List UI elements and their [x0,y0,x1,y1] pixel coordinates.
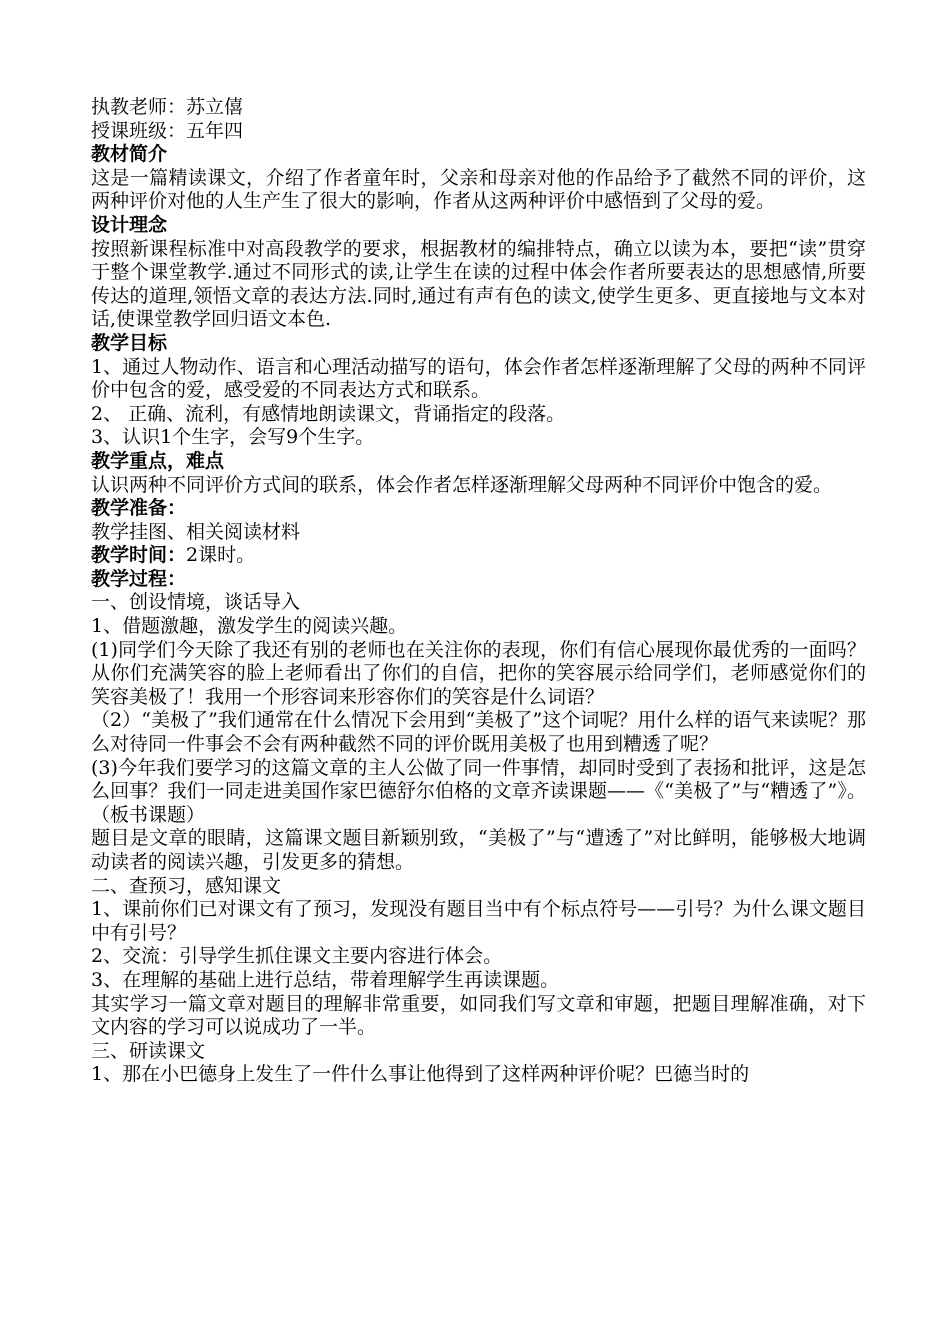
goal-item-3: 3、认识1个生字，会写9个生字。 [91,426,375,449]
process-part3-title: 三、研读课文 [91,1039,206,1062]
process-part1-p4: 题目是文章的眼睛，这篇课文题目新颖别致，“美极了”与“遭透了”对比鲜明，能够极大地调动读者的阅读兴趣，引发更多的猜想。 [91,827,866,873]
process-part2-item-3: 3、在理解的基础上进行总结，带着理解学生再读课题。 [91,968,560,991]
process-part2-item-1: 1、课前你们已对课文有了预习，发现没有题目当中有个标点符号——引号？为什么课文题目中有引号？ [91,898,866,944]
process-part2-paragraph: 其实学习一篇文章对题目的理解非常重要，如同我们写文章和审题，把题目理解准确，对下文内容的学习可以说成功了一半。 [91,992,866,1039]
time-line [91,544,866,568]
goal-item-1: 1、通过人物动作、语言和心理活动描写的语句，体会作者怎样逐渐理解了父母的两种不同评价中包含的爱，感受爱的不同表达方式和联系。 [91,355,866,402]
goals-heading: 教学目标 [91,331,168,354]
key-points-body: 认识两种不同评价方式间的联系，体会作者怎样逐渐理解父母两种不同评价中饱含的爱。 [91,473,833,496]
intro-heading: 教材简介 [91,143,168,166]
preparation-body: 教学挂图、相关阅读材料 [91,520,301,543]
process-part1-sub: 1、借题激趣，激发学生的阅读兴趣。 [91,615,408,638]
document-page [91,96,866,1087]
process-heading: 教学过程： [91,567,187,590]
concept-body: 按照新课程标准中对高段教学的要求，根据教材的编排特点，确立以读为本，要把“读”贯穿于整个课堂教学.通过不同形式的读,让学生在读的过程中体会作者所要表达的思想感情,所要传达的道理,领悟文章的表达方法.同时,通过有声有色的读文,使学生更多、更直接地与文本对话,使课堂教学回归语文本色. [91,237,866,331]
process-part1-p1: (1)同学们今天除了我还有别的老师也在关注你的表现，你们有信心展现你最优秀的一面吗？从你们充满笑容的脸上老师看出了你们的自信，把你的笑容展示给同学们，老师感觉你们的笑容美极了！我用一个形容词来形容你们的笑容是什么词语？ [91,638,866,708]
goal-item-2: 2、 正确、流利，有感情地朗读课文，背诵指定的段落。 [91,402,566,425]
process-part2-title: 二、查预习，感知课文 [91,874,282,897]
teacher-line: 执教老师：苏立僖 [91,96,244,118]
time-label: 教学时间： [91,544,187,567]
process-part3-item-1: 1、那在小巴德身上发生了一件什么事让他得到了这样两种评价呢？巴德当时的 [91,1063,750,1086]
concept-heading: 设计理念 [91,213,168,236]
intro-body: 这是一篇精读课文，介绍了作者童年时，父亲和母亲对他的作品给予了截然不同的评价，这两种评价对他的人生产生了很大的影响，作者从这两种评价中感悟到了父母的爱。 [91,166,866,213]
process-part2-item-2: 2、交流：引导学生抓住课文主要内容进行体会。 [91,945,503,968]
key-points-heading: 教学重点，难点 [91,449,225,472]
time-value: 2课时。 [186,544,256,567]
process-part1-p2: （2）“美极了”我们通常在什么情况下会用到“美极了”这个词呢？用什么样的语气来读呢？那么对待同一件事会不会有两种截然不同的评价既用美极了也用到糟透了呢？ [91,709,866,756]
process-part1-title: 一、创设情境，谈话导入 [91,591,301,614]
class-line: 授课班级：五年四 [91,119,244,142]
preparation-heading: 教学准备： [91,497,187,520]
process-part1-p3: (3)今年我们要学习的这篇文章的主人公做了同一件事情，却同时受到了表扬和批评，这是怎么回事？我们一同走进美国作家巴德舒尔伯格的文章齐读课题——《“美极了”与“糟透了”》。（板书课题） [91,756,866,826]
